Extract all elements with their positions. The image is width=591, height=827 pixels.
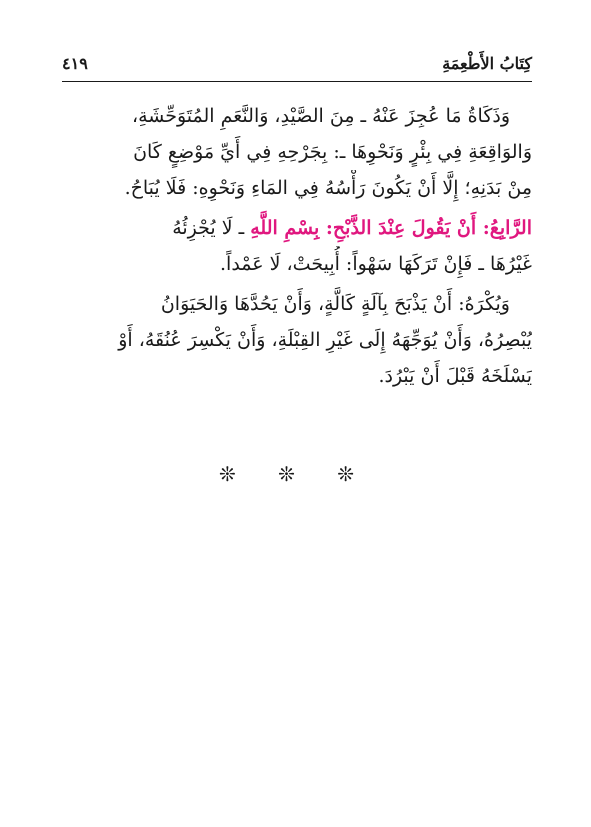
text-line: وَذَكَاةُ مَا عُجِزَ عَنْهُ ـ مِنَ الصَّيْدِ، وَالنَّعَمِ المُتَوَحِّشَةِ، [131,105,510,127]
text-line: يَسْلَخَهُ قَبْلَ أَنْ يَبْرُدَ. [378,365,532,387]
text-line: الرَّابِعُ: أَنْ يَقُولَ عِنْدَ الذَّبْحِ: بِسْمِ اللَّهِ ـ لَا يُجْزِئُهُ [172,217,532,239]
running-head [62,52,532,78]
header-rule [62,81,532,82]
text-line: وَيُكْرَهُ: أَنْ يَذْبَحَ بِآلَةٍ كَالَّةٍ، وَأَنْ يَحُدَّهَا وَالحَيَوَانُ [160,293,510,315]
paragraph-fourth-condition [62,210,532,282]
chapter-title: كِتَابُ الأَطْعِمَةِ [442,54,532,73]
body-text [62,98,532,398]
paragraph-slaughter-of-unreachable [62,98,532,206]
text-line: وَالوَاقِعَةِ فِي بِئْرٍ وَنَحْوِهَا ـ: بِجَرْحِهِ فِي أَيِّ مَوْضِعٍ كَانَ [133,141,532,163]
text-line: يُبْصِرُهُ، وَأَنْ يُوَجِّهَهُ إِلَى غَيْرِ القِبْلَةِ، وَأَنْ يَكْسِرَ عُنُقَهُ، أَوْ [118,329,532,351]
highlighted-heading: الرَّابِعُ: أَنْ يَقُولَ عِنْدَ الذَّبْحِ: بِسْمِ اللَّهِ [250,217,532,239]
section-separator: ❊ ❊ ❊ [219,462,372,486]
text-line: غَيْرُهَا ـ فَإِنْ تَرَكَهَا سَهْواً: أُبِيحَتْ، لَا عَمْداً. [220,253,532,275]
page-number: ٤١٩ [62,54,88,73]
paragraph-disliked-acts [62,286,532,394]
text-line: مِنْ بَدَنِهِ؛ إِلَّا أَنْ يَكُونَ رَأْسُهُ فِي المَاءِ وَنَحْوِهِ: فَلَا يُبَاحُ. [124,177,532,199]
